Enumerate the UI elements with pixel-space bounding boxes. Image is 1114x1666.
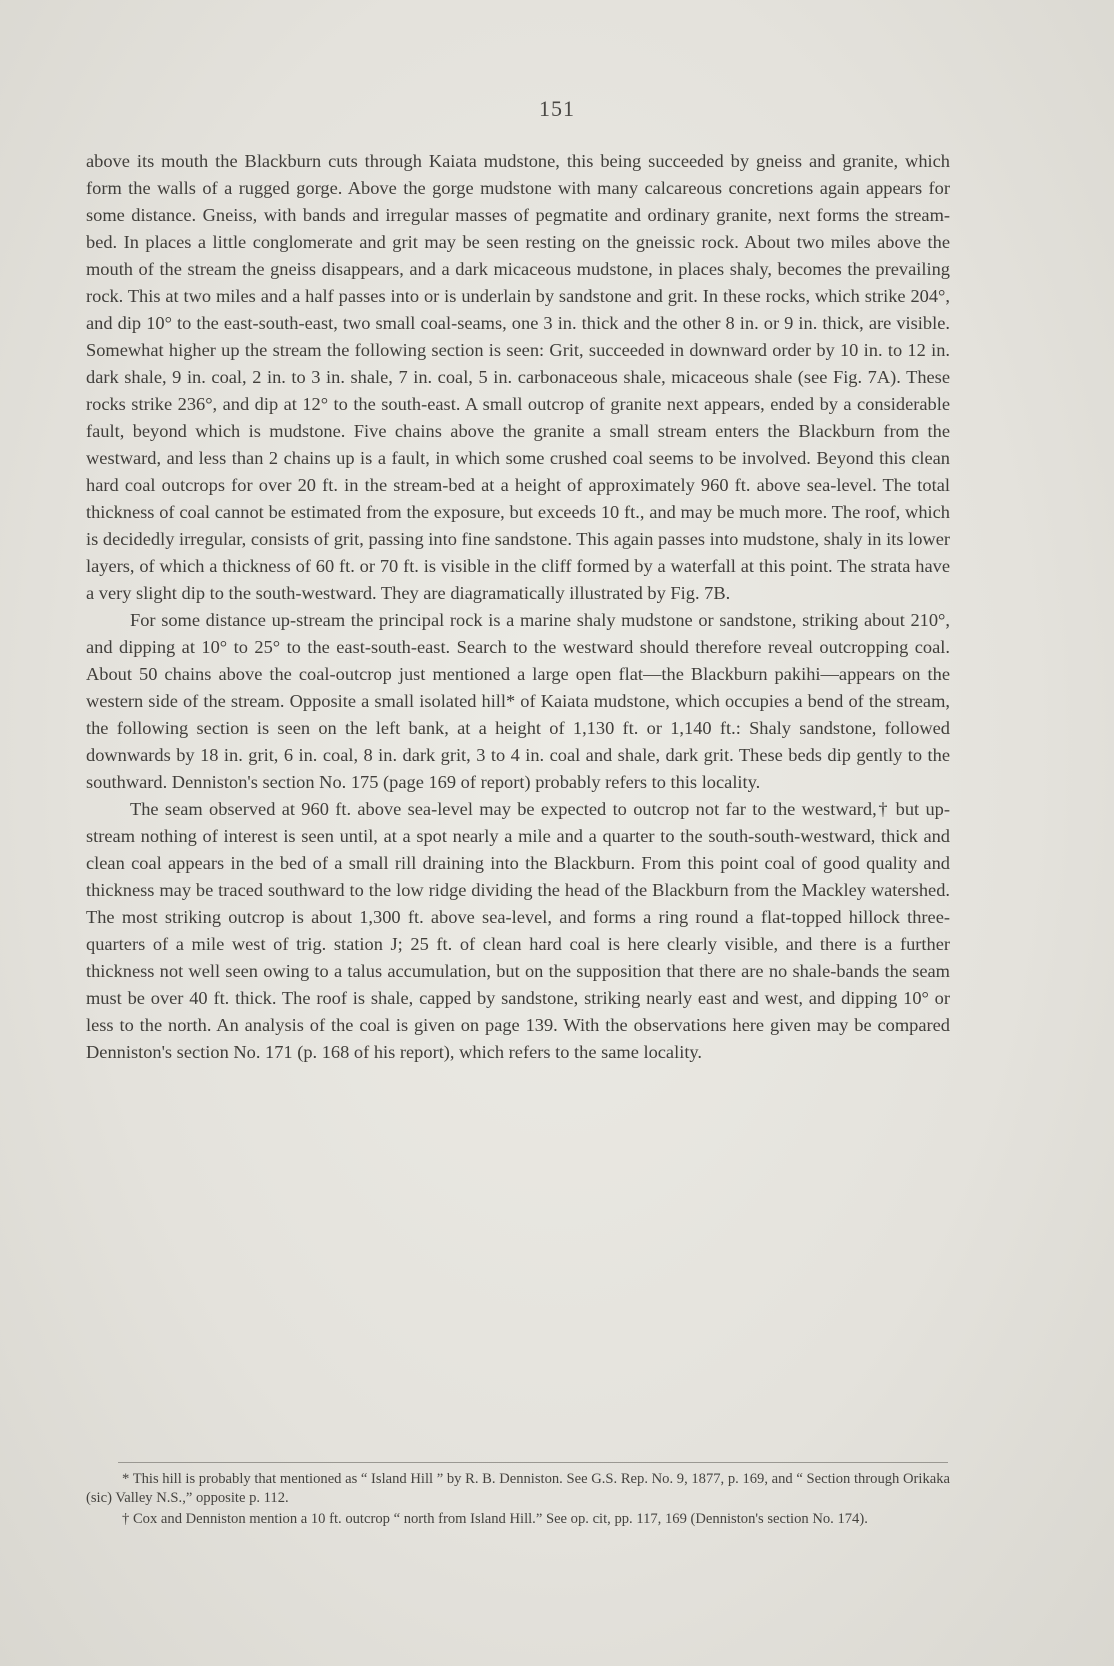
footnote-divider: [118, 1462, 948, 1463]
paragraph-upstream-mudstone: For some distance up-stream the principal rock is a marine shaly mudstone or sandstone, striking about 210°, and dipping at 10° to 25° to the east-south-east. Search to the westward should therefore reveal outcropping coal. About 50 chains above the coal-outcrop just mentioned a large open flat—the Blackburn pakihi—appears on the western side of the stream. Opposite a small isolated hill* of Kaiata mudstone, which occupies a bend of the stream, the following section is seen on the left bank, at a height of 1,130 ft. or 1,140 ft.: Shaly sandstone, followed downwards by 18 in. grit, 6 in. coal, 8 in. dark grit, 3 to 4 in. coal and shale, dark grit. These beds dip gently to the southward. Denniston's section No. 175 (page 169 of report) probably refers to this locality.: [86, 610, 950, 792]
footnote-island-hill: * This hill is probably that mentioned as “ Island Hill ” by R. B. Denniston. See G.S. Rep. No. 9, 1877, p. 169, and “ Section through Orikaka (sic) Valley N.S.,” opposite p. 112.: [86, 1471, 950, 1506]
body-text: [86, 148, 950, 1066]
paragraph-seam-outcrop: The seam observed at 960 ft. above sea-level may be expected to outcrop not far to the westward,† but up-stream nothing of interest is seen until, at a spot nearly a mile and a quarter to the south-south-westward, thick and clean coal appears in the bed of a small rill draining into the Blackburn. From this point coal of good quality and thickness may be traced southward to the low ridge dividing the head of the Blackburn from the Mackley watershed. The most striking outcrop is about 1,300 ft. above sea-level, and forms a ring round a flat-topped hillock three-quarters of a mile west of trig. station J; 25 ft. of clean hard coal is here clearly visible, and there is a further thickness not well seen owing to a talus accumulation, but on the supposition that there are no shale-bands the seam must be over 40 ft. thick. The roof is shale, capped by sandstone, striking nearly east and west, and dipping 10° or less to the north. An analysis of the coal is given on page 139. With the observations here given may be compared Denniston's section No. 171 (p. 168 of his report), which refers to the same locality.: [86, 799, 950, 1062]
footnote-cox-denniston: † Cox and Denniston mention a 10 ft. outcrop “ north from Island Hill.” See op. cit, pp. 117, 169 (Denniston's section No. 174).: [122, 1511, 868, 1527]
paragraph-blackburn-gorge: above its mouth the Blackburn cuts through Kaiata mudstone, this being succeeded by gneiss and granite, which form the walls of a rugged gorge. Above the gorge mudstone with many calcareous concretions again appears for some distance. Gneiss, with bands and irregular masses of pegmatite and ordinary granite, next forms the stream-bed. In places a little conglomerate and grit may be seen resting on the gneissic rock. About two miles above the mouth of the stream the gneiss disappears, and a dark micaceous mudstone, in places shaly, becomes the prevailing rock. This at two miles and a half passes into or is underlain by sandstone and grit. In these rocks, which strike 204°, and dip 10° to the east-south-east, two small coal-seams, one 3 in. thick and the other 8 in. or 9 in. thick, are visible. Somewhat higher up the stream the following section is seen: Grit, succeeded in downward order by 10 in. to 12 in. dark shale, 9 in. coal, 2 in. to 3 in. shale, 7 in. coal, 5 in. carbonaceous shale, micaceous shale (see Fig. 7A). These rocks strike 236°, and dip at 12° to the south-east. A small outcrop of granite next appears, ended by a considerable fault, beyond which is mudstone. Five chains above the granite a small stream enters the Blackburn from the westward, and less than 2 chains up is a fault, in which some crushed coal seems to be involved. Beyond this clean hard coal outcrops for over 20 ft. in the stream-bed at a height of approximately 960 ft. above sea-level. The total thickness of coal cannot be estimated from the exposure, but exceeds 10 ft., and may be much more. The roof, which is decidedly irregular, consists of grit, passing into fine sandstone. This again passes into mudstone, shaly in its lower layers, of which a thickness of 60 ft. or 70 ft. is visible in the cliff formed by a waterfall at this point. The strata have a very slight dip to the south-westward. They are diagramatically illustrated by Fig. 7B.: [86, 151, 950, 603]
footnotes: [86, 1470, 950, 1529]
page-number: 151: [539, 96, 575, 121]
